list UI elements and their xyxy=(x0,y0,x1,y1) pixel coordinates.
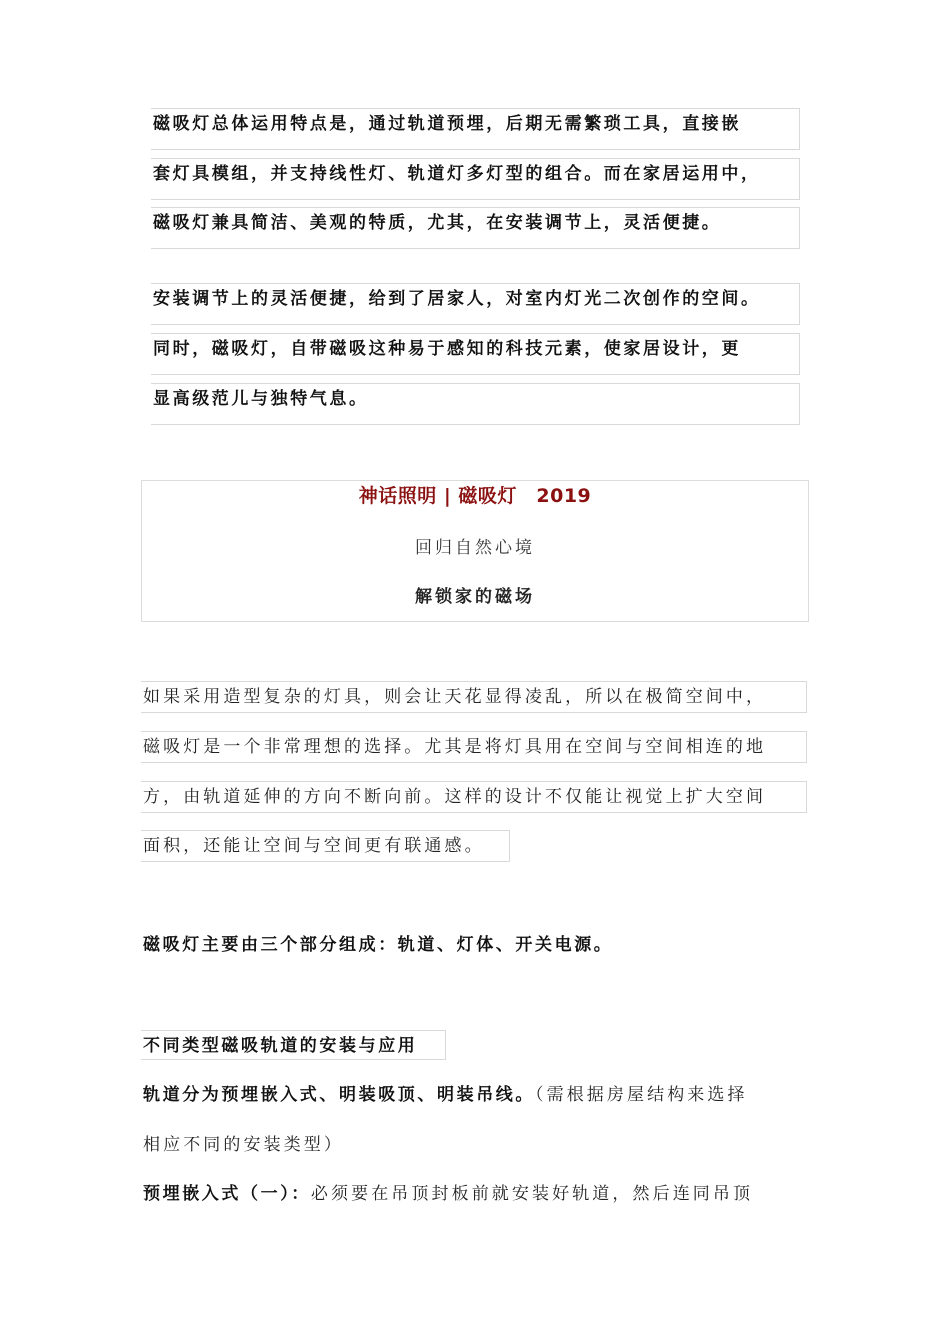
para1-line-3: 磁吸灯兼具简洁、美观的特质，尤其，在安装调节上，灵活便捷。 xyxy=(151,207,800,249)
embedded-text: 必须要在吊顶封板前就安装好轨道，然后连同吊顶 xyxy=(310,1184,754,1204)
track-types-bold: 轨道分为预埋嵌入式、明装吸顶、明装吊线。 xyxy=(143,1085,535,1105)
banner-subtitle: 回归自然心境 xyxy=(415,538,535,558)
embedded-label: 预埋嵌入式（一）： xyxy=(143,1184,311,1204)
para2-line-1: 安装调节上的灵活便捷，给到了居家人，对室内灯光二次创作的空间。 xyxy=(151,283,800,325)
para3-line-3: 方，由轨道延伸的方向不断向前。这样的设计不仅能让视觉上扩大空间 xyxy=(141,781,807,813)
brand-banner xyxy=(141,480,809,622)
components-statement: 磁吸灯主要由三个部分组成：轨道、灯体、开关电源。 xyxy=(143,935,614,955)
para3-line-4: 面积，还能让空间与空间更有联通感。 xyxy=(141,830,510,862)
track-types-note-cont: 相应不同的安装类型） xyxy=(143,1135,344,1155)
embedded-line xyxy=(141,1179,811,1211)
section-heading: 不同类型磁吸轨道的安装与应用 xyxy=(141,1030,446,1060)
track-types-note: （需根据房屋结构来选择 xyxy=(535,1085,748,1105)
para3-line-1: 如果采用造型复杂的灯具，则会让天花显得凌乱，所以在极简空间中， xyxy=(141,681,807,713)
para1-line-2: 套灯具模组，并支持线性灯、轨道灯多灯型的组合。而在家居运用中， xyxy=(151,158,800,200)
para1-line-1: 磁吸灯总体运用特点是，通过轨道预埋，后期无需繁琐工具，直接嵌 xyxy=(151,108,800,150)
track-types-line xyxy=(141,1080,811,1112)
para3-line-2: 磁吸灯是一个非常理想的选择。尤其是将灯具用在空间与空间相连的地 xyxy=(141,731,807,763)
para2-line-2: 同时，磁吸灯，自带磁吸这种易于感知的科技元素，使家居设计，更 xyxy=(151,333,800,375)
banner-tagline: 解锁家的磁场 xyxy=(415,587,535,607)
banner-title: 神话照明 | 磁吸灯 2019 xyxy=(358,485,592,507)
para2-line-3: 显高级范儿与独特气息。 xyxy=(151,383,800,425)
